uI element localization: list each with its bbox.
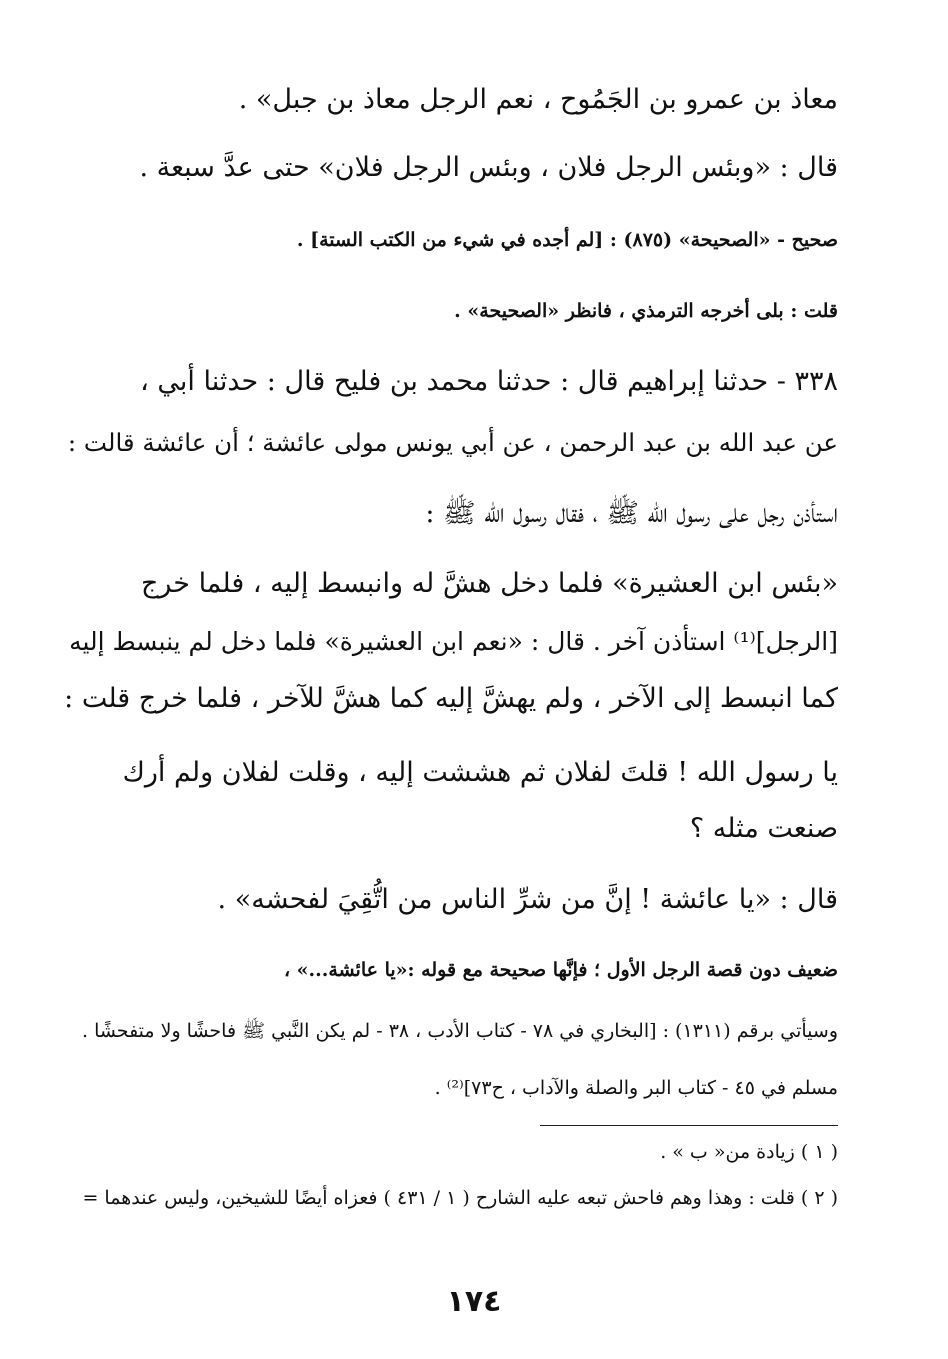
note-line-1: قلت : بلى أخرجه الترمذي ، فانظر «الصحيحة» .	[454, 300, 838, 322]
grading-line-2: ضعيف دون قصة الرجل الأول ؛ فإنَّها صحيحة مع قوله :«يا عائشة...» ،	[283, 959, 838, 981]
hadith-338-text-2: «بئس ابن العشيرة» فلما دخل هشَّ له وانبسط إليه ، فلما خرج	[140, 568, 838, 599]
hadith-338-text-7: قال : «يا عائشة ! إنَّ من شرِّ الناس من اتُّقِيَ لفحشه» .	[217, 884, 838, 915]
page-number: ١٧٤	[446, 1284, 502, 1319]
hadith-338-text-6: صنعت مثله ؟	[689, 813, 838, 844]
hadith-338-text-3: [الرجل]⁽¹⁾ استأذن آخر . قال : «نعم ابن العشيرة» فلما دخل لم ينبسط إليه	[69, 627, 838, 656]
footnote-2: ( ٢ ) قلت : وهذا وهم فاحش تبعه عليه الشارح ( ١ / ٤٣١ ) فعزاه أيضًا للشيخين، وليس عندهما =	[82, 1187, 838, 1209]
hadith-338-text-4: كما انبسط إلى الآخر ، ولم يهشَّ إليه كما هشَّ للآخر ، فلما خرج قلت :	[64, 683, 838, 714]
hadith-338-text-1: استأذن رجل على رسول الله ﷺ ، فقال رسول الله ﷺ :	[425, 498, 838, 529]
text-line-2: قال : «وبئس الرجل فلان ، وبئس الرجل فلان» حتى عدَّ سبعة .	[139, 152, 838, 183]
reference-line-2: مسلم في ٤٥ - كتاب البر والصلة والآداب ، ح٧٣]⁽²⁾ .	[434, 1077, 838, 1099]
hadith-338-text-5: يا رسول الله ! قلتَ لفلان ثم هششت إليه ، وقلت لفلان ولم أرك	[122, 757, 838, 788]
grading-line-1: صحيح - «الصحيحة» (٨٧٥) : [لم أجده في شيء من الكتب الستة] .	[296, 229, 838, 251]
hadith-338-chain-2: عن عبد الله بن عبد الرحمن ، عن أبي يونس مولى عائشة ؛ أن عائشة قالت :	[67, 428, 838, 457]
text-line-1: معاذ بن عمرو بن الجَمُوح ، نعم الرجل معاذ بن جبل» .	[238, 84, 838, 115]
footnote-1: ( ١ ) زيادة من« ب » .	[660, 1141, 838, 1163]
reference-line-1: وسيأتي برقم (١٣١١) : [البخاري في ٧٨ - كتاب الأدب ، ٣٨ - لم يكن النَّبي ﷺ فاحشًا ولا متفحشًا .	[81, 1020, 838, 1042]
footnote-divider	[540, 1125, 838, 1126]
hadith-338-chain-1: ٣٣٨ - حدثنا إبراهيم قال : حدثنا محمد بن فليح قال : حدثنا أبي ،	[140, 366, 838, 397]
